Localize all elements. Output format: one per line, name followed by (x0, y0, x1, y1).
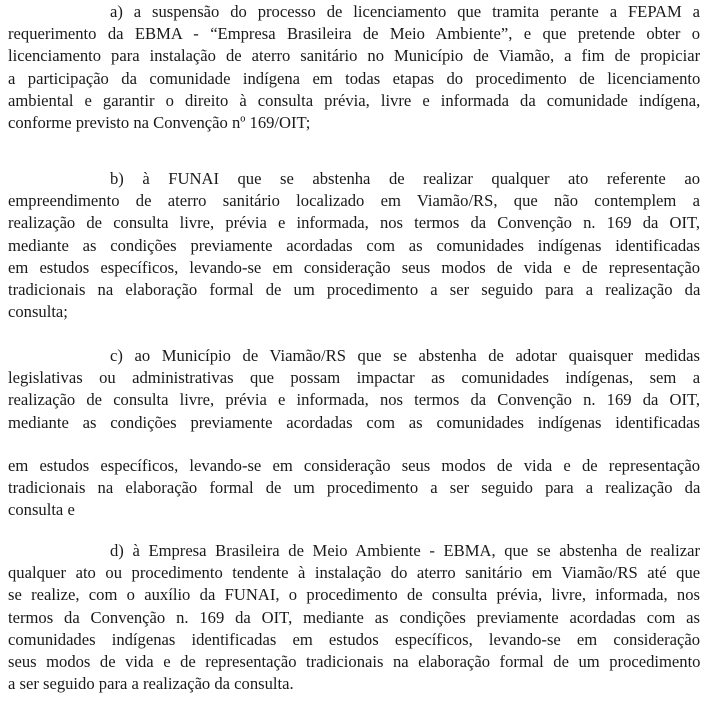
text-line: c) ao Município de Viamão/RS que se abstenha de adotar quaisquer medidas (110, 346, 700, 365)
text-line: legislativas ou administrativas que possam impactar as comunidades indígenas, sem a (8, 368, 701, 388)
text-line: conforme previsto na Convenção nº 169/OIT; (8, 113, 311, 133)
text-line: d) à Empresa Brasileira de Meio Ambiente - EBMA, que se abstenha de realizar (110, 541, 700, 560)
text-line: termos da Convenção n. 169 da OIT, mediante as condições previamente acordadas com as (8, 607, 700, 627)
text-line: consulta; (8, 302, 68, 322)
text-line: mediante as condições previamente acordadas com as comunidades indígenas identificadas (8, 235, 700, 255)
paragraph-a (8, 1, 700, 134)
text-line: ambiental e garantir o direito à consulta prévia, livre e informada da comunidade indígena, (8, 90, 701, 110)
text-line: qualquer ato ou procedimento tendente à instalação do aterro sanitário em Viamão/RS até que (8, 563, 701, 583)
text-line: comunidades indígenas identificadas em estudos específicos, levando-se em consideração (8, 629, 700, 649)
text-line: realização de consulta livre, prévia e informada, nos termos da Convenção n. 169 da OIT, (8, 390, 701, 410)
text-line: em estudos específicos, levando-se em consideração seus modos de vida e de representação (8, 456, 700, 475)
paragraph-d (8, 540, 700, 695)
text-line: em estudos específicos, levando-se em consideração seus modos de vida e de representação (8, 257, 700, 277)
text-line: se realize, com o auxílio da FUNAI, o procedimento de consulta prévia, livre, informada, nos (8, 585, 700, 605)
text-line: realização de consulta livre, prévia e informada, nos termos da Convenção n. 169 da OIT, (8, 213, 701, 233)
text-line: consulta e (8, 500, 75, 520)
text-line: mediante as condições previamente acordadas com as comunidades indígenas identificadas (8, 412, 700, 432)
text-line: requerimento da EBMA - “Empresa Brasileira de Meio Ambiente”, e que pretende obter o (8, 24, 701, 44)
text-line: tradicionais na elaboração formal de um procedimento a ser seguido para a realização da (8, 280, 701, 300)
text-line: licenciamento para instalação de aterro sanitário no Município de Viamão, a fim de propiciar (8, 46, 701, 66)
text-line: b) à FUNAI que se abstenha de realizar qualquer ato referente ao (110, 169, 700, 188)
text-line: seus modos de vida e de representação tradicionais na elaboração formal de um procedimento (8, 652, 701, 672)
text-line: a ser seguido para a realização da consulta. (8, 674, 294, 694)
paragraph-c-continued (8, 455, 700, 522)
text-line: a participação da comunidade indígena em todas etapas do procedimento de licenciamento (8, 68, 701, 88)
text-line: a) a suspensão do processo de licenciamento que tramita perante a FEPAM a (110, 2, 701, 21)
paragraph-b (8, 168, 700, 323)
paragraph-c (8, 345, 700, 434)
text-line: tradicionais na elaboração formal de um procedimento a ser seguido para a realização da (8, 478, 701, 498)
text-line: empreendimento de aterro sanitário localizado em Viamão/RS, que não contemplem a (8, 191, 700, 211)
